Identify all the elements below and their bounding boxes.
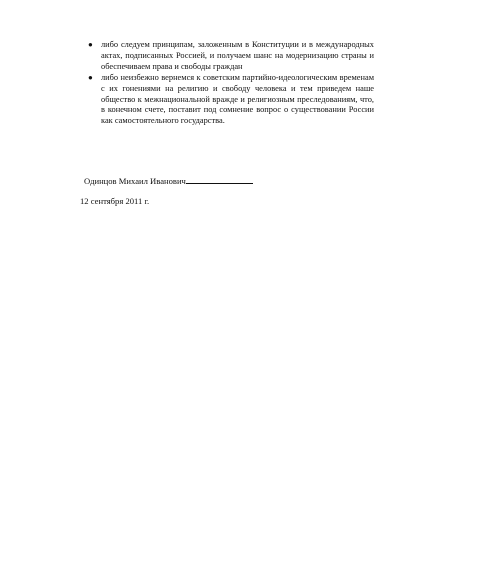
bullet-text: либо неизбежно вернемся к советским партийно-идеологическим временам с их гонениями на религию и свободу человека и тем приведем наше общество к межнациональной вражде и религиозным преследованиям, что, в конечном счете, поставит под сомнение вопрос о существовании России как самостоятельного государства. (101, 72, 374, 126)
bullet-item (88, 73, 374, 128)
signature-blank (186, 175, 253, 184)
document-date: 12 сентября 2011 г. (80, 196, 150, 206)
bullet-icon: ● (88, 40, 93, 49)
bullet-icon: ● (88, 72, 93, 82)
signature-line (84, 175, 253, 187)
bullet-text: либо следуем принципам, заложенным в Конституции и в международных актах, подписанных Россией, и получаем шанс на модернизацию страны и обеспечиваем права и свободы граждан (101, 40, 374, 71)
bullet-item (88, 40, 374, 73)
bullet-list (88, 40, 374, 127)
signature-name: Одинцов Михаил Иванович (84, 176, 186, 186)
